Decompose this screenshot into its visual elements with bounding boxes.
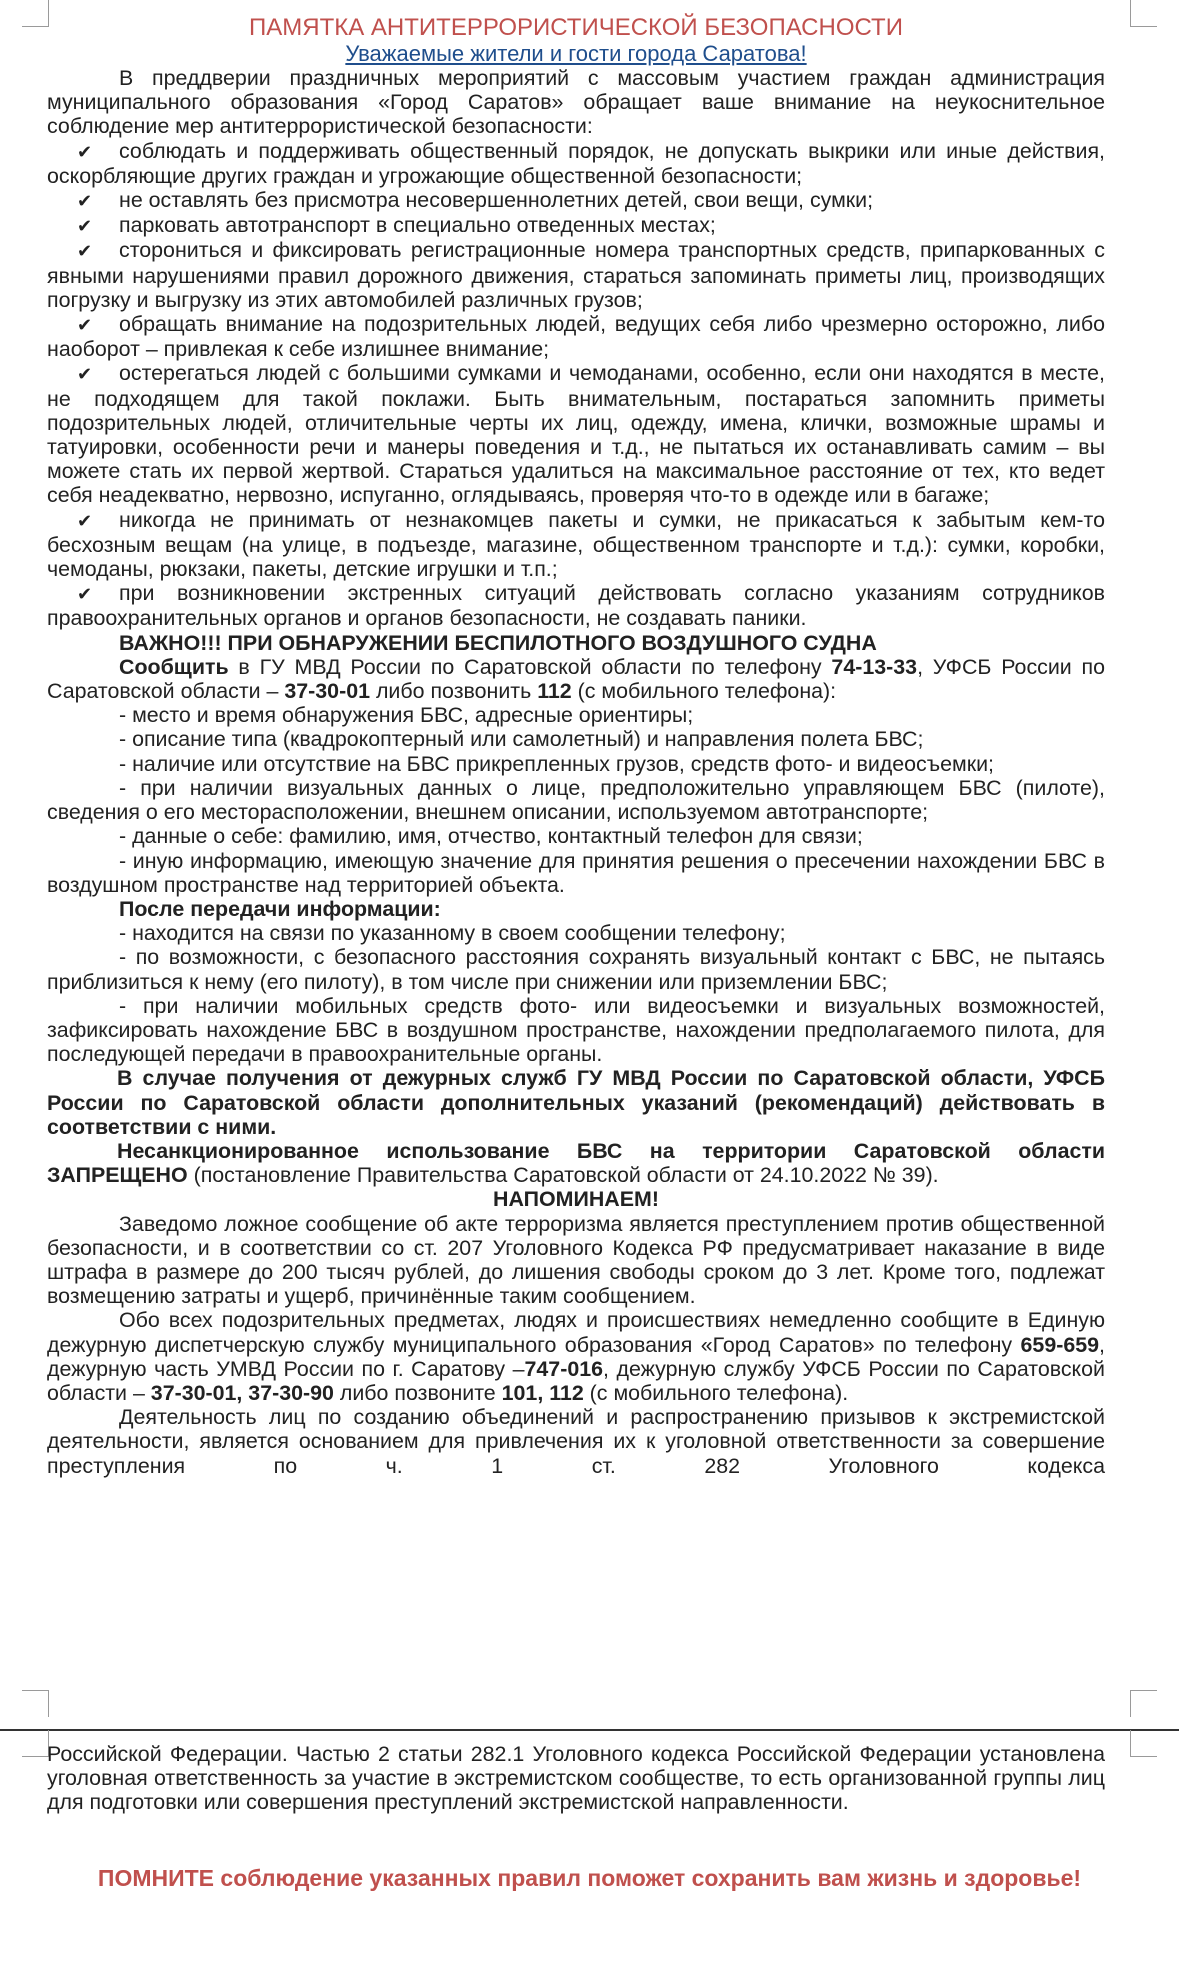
list-item: ✔ обращать внимание на подозрительных людей, ведущих себя либо чрезмерно осторожно, либо наоборот – привлекая к себе излишнее внимание; (47, 312, 1105, 362)
document-title: ПАМЯТКА АНТИТЕРРОРИСТИЧЕСКОЙ БЕЗОПАСНОСТИ (249, 14, 903, 41)
checkmark-icon: ✔ (77, 364, 93, 385)
instructions-paragraph: В случае получения от дежурных служб ГУ МВД России по Саратовской области, УФСБ России по Саратовской области дополнительных указаний (рекомендаций) действовать в соответствии с ними. (47, 1066, 1105, 1139)
checkmark-icon: ✔ (77, 584, 93, 605)
drone-report-paragraph: Сообщить в ГУ МВД России по Саратовской области по телефону 74-13-33, УФСБ России по Саратовской области – 37-30-01 либо позвонить 112 (с мобильного телефона): (47, 654, 1106, 704)
page-corner-mark (22, 1690, 49, 1717)
list-item: ✔ соблюдать и поддерживать общественный порядок, не допускать выкрики или иные действия, оскорбляющие других граждан и угрожающие общественной безопасности; (47, 138, 1105, 188)
document-subtitle: Уважаемые жители и гости города Саратова! (345, 41, 807, 66)
list-item: - иную информацию, имеющую значение для принятия решения о пресечении нахождении БВС в воздушном пространстве над территорией объекта. (47, 848, 1105, 897)
list-item: ✔ парковать автотранспорт в специально отведенных местах; (77, 213, 716, 238)
list-item: - наличие или отсутствие на БВС прикрепленных грузов, средств фото- и видеосъемки; (119, 751, 994, 776)
page-corner-mark (22, 1730, 49, 1757)
drone-section-heading: ВАЖНО!!! ПРИ ОБНАРУЖЕНИИ БЕСПИЛОТНОГО ВОЗДУШНОГО СУДНА (119, 630, 877, 655)
list-item: - по возможности, с безопасного расстояния сохранять визуальный контакт с БВС, не пытаясь приблизиться к нему (его пилоту), в том числе при снижении или приземлении БВС; (47, 945, 1105, 994)
checkmark-icon: ✔ (77, 241, 93, 262)
list-item: - при наличии визуальных данных о лице, предположительно управляющем БВС (пилоте), сведения о его месторасположении, внешнем описании, используемом автотранспорте; (47, 775, 1105, 825)
page-corner-mark (22, 0, 49, 27)
safety-rules-list (47, 139, 1105, 631)
list-item: ✔ остерегаться людей с большими сумками и чемоданами, особенно, если они находятся в месте, не подходящем для такой поклажи. Быть внимательным, постараться запомнить приметы подозрительных людей, отличительные черты их лиц, одежду, имена, клички, возможные шрамы и татуировки, особенности речи и манеры поведения и т.д., не пытаться их останавливать самим – вы можете стать их первой жертвой. Стараться удалиться на максимальное расстояние от тех, кто ведет себя неадекватно, нервозно, испуганно, оглядываясь, проверяя что-то в одежде или в багаже; (47, 361, 1105, 508)
list-item: - описание типа (квадрокоптерный или самолетный) и направления полета БВС; (119, 727, 924, 752)
document-page-1 (47, 14, 1105, 1478)
checkmark-icon: ✔ (77, 510, 93, 531)
checkmark-icon: ✔ (77, 315, 93, 336)
reminder-heading: НАПОМИНАЕМ! (493, 1187, 659, 1212)
list-item: - при наличии мобильных средств фото- или видеосъемки и визуальных возможностей, зафиксировать нахождение БВС в воздушном пространстве, нахождении предполагаемого пилота, для последующей передачи в правоохранительные органы. (47, 993, 1105, 1067)
page-corner-mark (1130, 1730, 1157, 1757)
false-report-paragraph: Заведомо ложное сообщение об акте терроризма является преступлением против общественной безопасности, и в соответствии со ст. 207 Уголовного Кодекса РФ предусматривает наказание в виде штрафа в размере до 200 тысяч рублей, до лишения свободы сроком до 3 лет. Кроме того, подлежат возмещению затраты и ущерб, причинённые таким сообщением. (47, 1211, 1105, 1309)
after-report-heading: После передачи информации: (119, 896, 441, 921)
extremism-paragraph: Деятельность лиц по созданию объединений и распространению призывов к экстремистской деятельности, является основанием для привлечения их к уголовной ответственности за совершение преступления по ч. 1 ст. 282 Уголовного кодекса (47, 1405, 1105, 1478)
checkmark-icon: ✔ (77, 141, 93, 162)
list-item: - данные о себе: фамилию, имя, отчество, контактный телефон для связи; (119, 824, 863, 849)
extremism-paragraph-continued: Российской Федерации. Частью 2 статьи 282.1 Уголовного кодекса Российской Федерации установлена уголовная ответственность за участие в экстремистском сообществе, то есть организованной группы лиц для подготовки или совершения преступлений экстремистской направленности. (47, 1742, 1105, 1815)
list-item: - находится на связи по указанному в своем сообщении телефону; (119, 921, 786, 946)
checkmark-icon: ✔ (77, 216, 93, 237)
list-item: ✔ никогда не принимать от незнакомцев пакеты и сумки, не прикасаться к забытым кем-то бесхозным вещам (на улице, в подъезде, магазине, общественном транспорте и т.д.): сумки, коробки, чемоданы, рюкзаки, пакеты, детские игрушки и т.п.; (47, 507, 1105, 582)
footer-warning: ПОМНИТЕ соблюдение указанных правил поможет сохранить вам жизнь и здоровье! (97, 1865, 1082, 1891)
contacts-paragraph: Обо всех подозрительных предметах, людях и происшествиях немедленно сообщите в Единую дежурную диспетчерскую службу муниципального образования «Город Саратов» по телефону 659-659, дежурную часть УМВД России по г. Саратову –747-016, дежурную службу УФСБ России по Саратовской области – 37-30-01, 37-30-90 либо позвоните 101, 112 (с мобильного телефона). (47, 1308, 1105, 1405)
page-corner-mark (1130, 1690, 1157, 1717)
list-item: ✔ не оставлять без присмотра несовершеннолетних детей, свои вещи, сумки; (77, 188, 874, 213)
drone-ban-paragraph: Несанкционированное использование БВС на территории Саратовской области ЗАПРЕЩЕНО (постановление Правительства Саратовской области от 24.10.2022 № 39). (47, 1138, 1105, 1188)
list-item: ✔ при возникновении экстренных ситуаций действовать согласно указаниям сотрудников правоохранительных органов и органов безопасности, не создавать паники. (47, 581, 1105, 631)
page-corner-mark (1130, 0, 1157, 27)
list-item: - место и время обнаружения БВС, адресные ориентиры; (119, 703, 694, 728)
intro-paragraph: В преддверии праздничных мероприятий с массовым участием граждан администрация муниципального образования «Город Саратов» обращает ваше внимание на неукоснительное соблюдение мер антитеррористической безопасности: (47, 66, 1105, 139)
document-page-2 (47, 1742, 1105, 1815)
page-break-line (0, 1729, 1179, 1731)
checkmark-icon: ✔ (77, 191, 93, 212)
list-item: ✔ сторониться и фиксировать регистрационные номера транспортных средств, припаркованных с явными нарушениями правил дорожного движения, стараться запоминать приметы лиц, производящих погрузку и выгрузку из этих автомобилей различных грузов; (47, 238, 1105, 312)
